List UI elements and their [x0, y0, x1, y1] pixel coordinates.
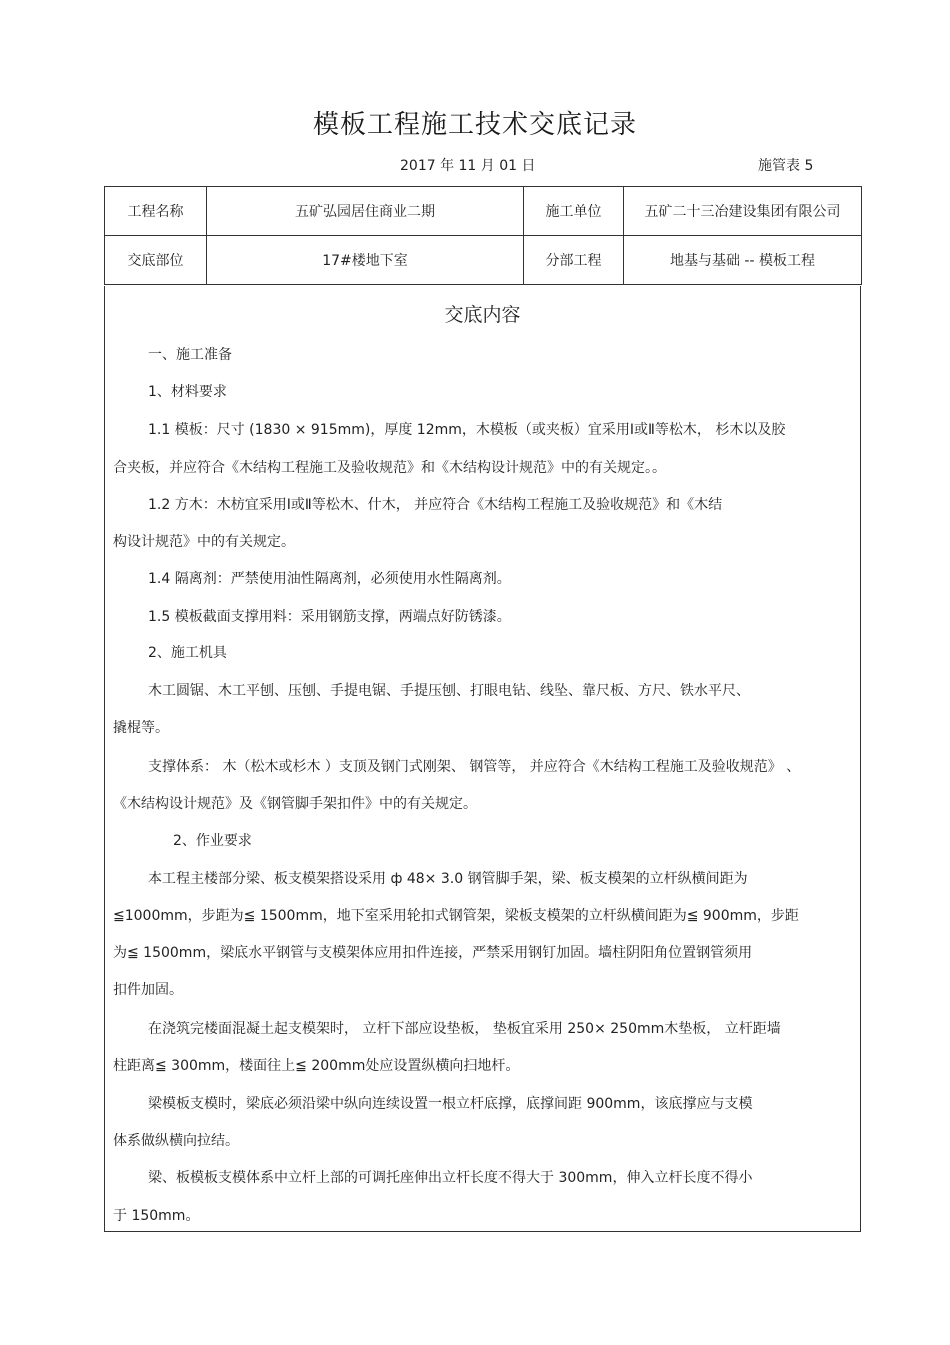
content-line: 扣件加固。 — [113, 982, 183, 998]
content-section — [104, 286, 861, 1232]
content-line: 木工圆锯、木工平刨、压刨、手提电锯、手提压刨、打眼电钻、线坠、靠尺板、方尺、铁水平尺、 — [148, 683, 750, 699]
division-value: 地基与基础 -- 模板工程 — [624, 236, 862, 285]
content-line: 在浇筑完楼面混凝土起支模架时， 立杆下部应设垫板， 垫板宜采用 250× 250mm木垫板， 立杆距墙 — [148, 1021, 781, 1037]
content-line: 1.2 方木：木枋宜采用Ⅰ或Ⅱ等松木、什木， 并应符合《木结构工程施工及验收规范》和《木结 — [148, 497, 723, 513]
contractor-value: 五矿二十三冶建设集团有限公司 — [624, 187, 862, 236]
content-line: 为≦ 1500mm，梁底水平钢管与支模架体应用扣件连接，严禁采用钢钉加固。墙柱阴阳角位置钢管须用 — [113, 945, 753, 961]
record-date: 2017 年 11 月 01 日 — [400, 158, 536, 174]
content-line: 梁模板支模时，梁底必须沿梁中纵向连续设置一根立杆底撑，底撑间距 900mm，该底撑应与支模 — [148, 1096, 753, 1112]
content-line: 一、施工准备 — [148, 347, 232, 363]
project-name-label: 工程名称 — [105, 187, 207, 236]
content-line: 梁、板模板支模体系中立杆上部的可调托座伸出立杆长度不得大于 300mm，伸入立杆长度不得小 — [148, 1170, 753, 1186]
content-line: 于 150mm。 — [113, 1208, 200, 1224]
division-label: 分部工程 — [524, 236, 624, 285]
content-line: ≦1000mm，步距为≦ 1500mm，地下室采用轮扣式钢管架，梁板支模架的立杆纵横间距为≦ 900mm，步距 — [113, 908, 799, 924]
header-row-1 — [105, 187, 862, 236]
content-line: 体系做纵横向拉结。 — [113, 1133, 239, 1149]
project-name-value: 五矿弘园居住商业二期 — [207, 187, 524, 236]
content-line: 支撑体系： 木（松木或杉木 ）支顶及钢门式刚架、 钢管等， 并应符合《木结构工程施工及验收规范》 、 — [148, 759, 801, 775]
contractor-label: 施工单位 — [524, 187, 624, 236]
content-heading: 交底内容 — [444, 304, 521, 326]
page-title: 模板工程施工技术交底记录 — [312, 110, 637, 140]
content-line: 《木结构设计规范》及《钢管脚手架扣件》中的有关规定。 — [113, 796, 477, 812]
location-label: 交底部位 — [105, 236, 207, 285]
content-line: 1.5 模板截面支撑用料：采用钢筋支撑，两端点好防锈漆。 — [148, 609, 511, 625]
content-line: 1、材料要求 — [148, 384, 227, 400]
content-line: 1.1 模板：尺寸 (1830 × 915mm)，厚度 12mm，木模板（或夹板）宜采用Ⅰ或Ⅱ等松木， 杉木以及胶 — [148, 422, 786, 438]
header-row-2 — [105, 236, 862, 285]
content-line: 柱距离≦ 300mm，楼面往上≦ 200mm处应设置纵横向扫地杆。 — [113, 1058, 520, 1074]
content-line: 2、施工机具 — [148, 645, 227, 661]
content-line: 撬棍等。 — [113, 720, 169, 736]
location-value: 17#楼地下室 — [207, 236, 524, 285]
content-line: 1.4 隔离剂：严禁使用油性隔离剂，必须使用水性隔离剂。 — [148, 571, 511, 587]
content-line: 构设计规范》中的有关规定。 — [113, 534, 295, 550]
content-line: 合夹板，并应符合《木结构工程施工及验收规范》和《木结构设计规范》中的有关规定。。 — [113, 460, 666, 476]
content-line: 2、作业要求 — [173, 833, 252, 849]
content-line: 本工程主楼部分梁、板支模架搭设采用 ф 48× 3.0 钢管脚手架，梁、板支模架的立杆纵横间距为 — [148, 871, 748, 887]
header-table — [104, 186, 862, 285]
form-number: 施管表 5 — [758, 158, 814, 174]
